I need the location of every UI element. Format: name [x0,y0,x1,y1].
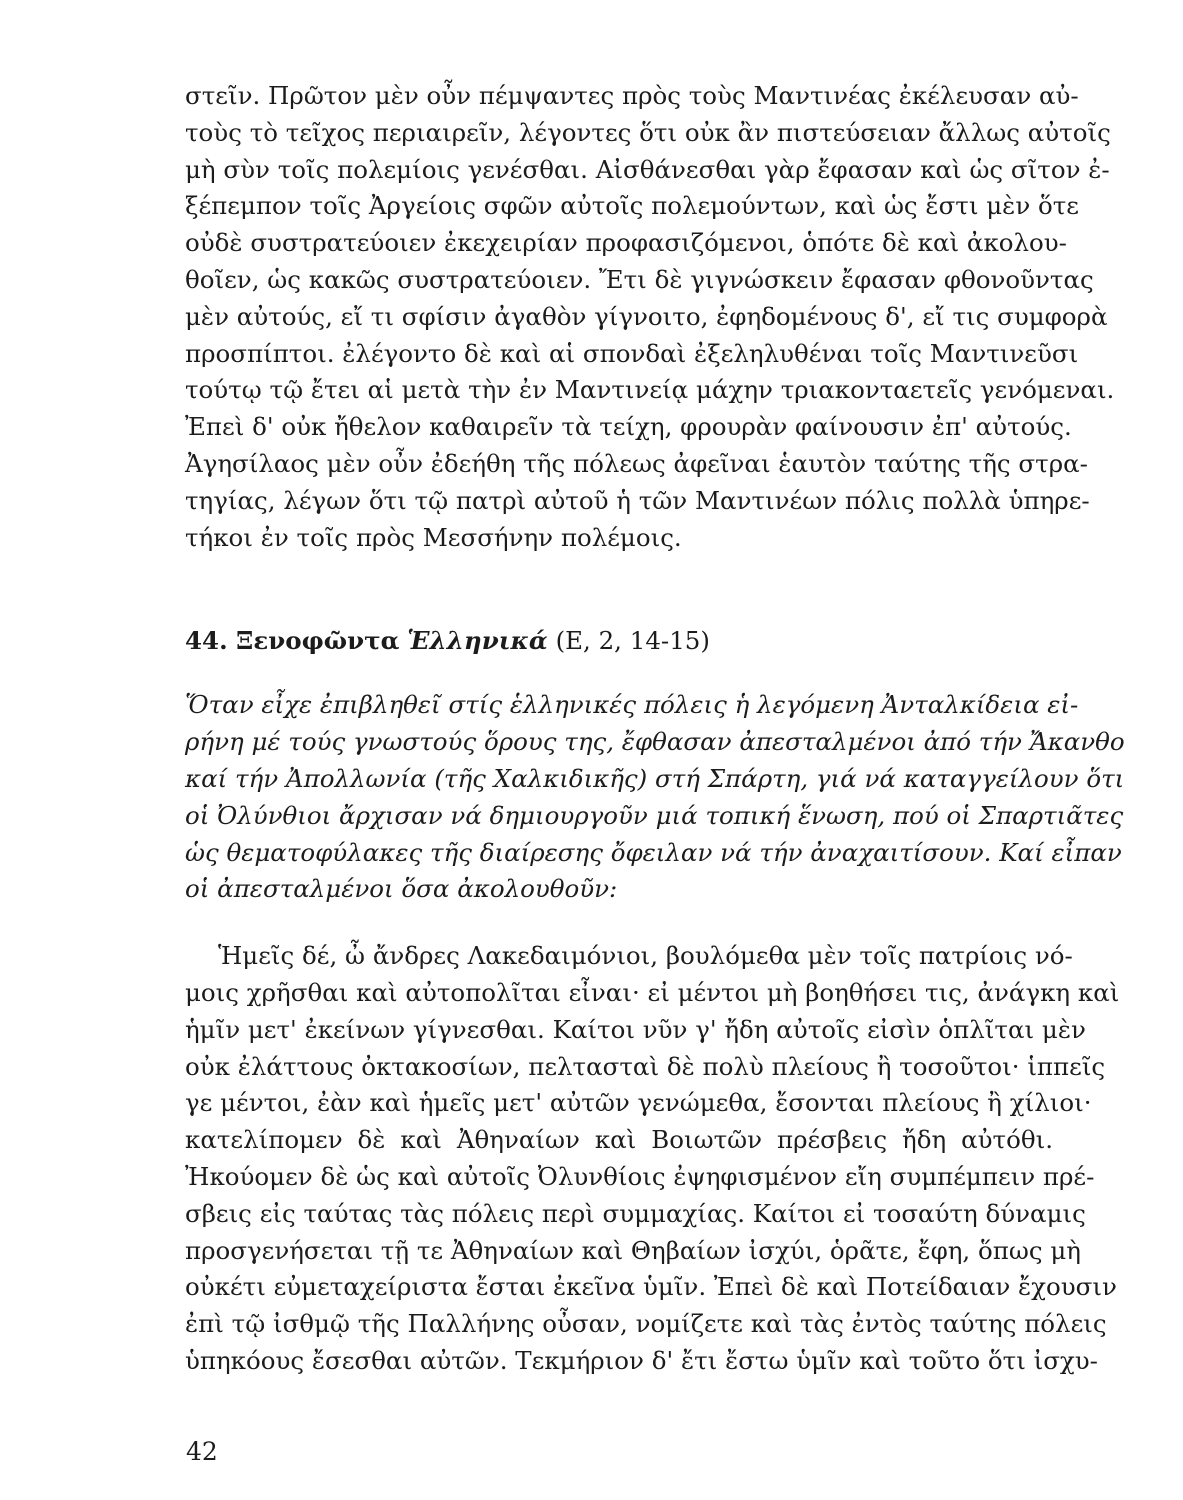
text-line: Ἠκούομεν δὲ ὡς καὶ αὐτοῖς Ὀλυνθίοις ἐψηφισμένον εἴη συμπέμπειν πρέ- [185,1161,1095,1191]
speech-paragraph [185,938,1120,1380]
text-line: οἱ Ὀλύνθιοι ἄρχισαν νά δημιουργοῦν μιά τοπική ἕνωση, πού οἱ Σπαρτιᾶτες [185,800,1124,830]
text-line: σβεις εἰς ταύτας τὰς πόλεις περὶ συμμαχίας. Καίτοι εἰ τοσαύτη δύναμις [185,1198,1086,1228]
text-line: Ἀγησίλαος μὲν οὖν ἐδεήθη τῆς πόλεως ἀφεῖναι ἑαυτὸν ταύτης τῆς στρα- [185,448,1088,478]
page-body [185,78,1125,1380]
text-line: προσγενήσεται τῇ τε Ἀθηναίων καὶ Θηβαίων ἰσχύι, ὁρᾶτε, ἔφη, ὅπως μὴ [185,1235,1081,1265]
text-line: μοις χρῆσθαι καὶ αὐτοπολῖται εἶναι· εἰ μέντοι μὴ βοηθήσει τις, ἀνάγκη καὶ [185,977,1120,1007]
text-line: οὐκ ἐλάττους ὀκτακοσίων, πελτασταὶ δὲ πολὺ πλείους ἢ τοσοῦτοι· ἱππεῖς [185,1051,1106,1081]
paragraph-greek-text [185,78,1115,556]
text-line: στεῖν. Πρῶτον μὲν οὖν πέμψαντες πρὸς τοὺς Μαντινέας ἐκέλευσαν αὐ- [185,81,1079,110]
text-line: οἱ ἀπεσταλμένοι ὅσα ἀκολουθοῦν: [185,874,618,904]
text-line: μὲν αὐτούς, εἴ τι σφίσιν ἀγαθὸν γίγνοιτο, ἐφηδομένους δ', εἴ τις συμφορὰ [185,301,1108,331]
heading-reference: (Ε, 2, 14-15) [555,626,710,656]
text-line: τοὺς τὸ τεῖχος περιαιρεῖν, λέγοντες ὅτι οὐκ ἂν πιστεύσειαν ἄλλως αὐτοῖς [185,117,1111,147]
text-line: οὐκέτι εὐμεταχείριστα ἔσται ἐκεῖνα ὑμῖν. Ἐπεὶ δὲ καὶ Ποτείδαιαν ἔχουσιν [185,1272,1117,1302]
section-heading [185,623,1053,659]
text-line: Ἐπεὶ δ' οὐκ ἤθελον καθαιρεῖν τὰ τείχη, φρουρὰν φαίνουσιν ἐπ' αὐτούς. [185,412,1072,442]
text-line: προσπίπτοι. ἐλέγοντο δὲ καὶ αἱ σπονδαὶ ἐξεληλυθέναι τοῖς Μαντινεῦσι [185,338,1079,368]
intro-paragraph [185,687,1125,908]
text-line: ὑπηκόους ἔσεσθαι αὐτῶν. Τεκμήριον δ' ἔτι ἔστω ὑμῖν καὶ τοῦτο ὅτι ἰσχυ- [185,1345,1098,1375]
text-line: τούτῳ τῷ ἔτει αἱ μετὰ τὴν ἐν Μαντινείᾳ μάχην τριακονταετεῖς γενόμεναι. [185,375,1115,405]
text-line: θοῖεν, ὡς κακῶς συστρατεύοιεν. Ἔτι δὲ γιγνώσκειν ἔφασαν φθονοῦντας [185,264,1094,294]
text-line: ξέπεμπον τοῖς Ἀργείοις σφῶν αὐτοῖς πολεμούντων, καὶ ὡς ἔστι μὲν ὅτε [185,191,1079,221]
text-line: τήκοι ἐν τοῖς πρὸς Μεσσήνην πολέμοις. [185,522,682,552]
heading-work-title: Ἑλληνικά [407,626,548,656]
text-line: κατελίπομεν δὲ καὶ Ἀθηναίων καὶ Βοιωτῶν πρέσβεις ἤδη αὐτόθι. [185,1125,1053,1155]
text-line: ὡς θεματοφύλακες τῆς διαίρεσης ὄφειλαν νά τήν ἀναχαιτίσουν. Καί εἶπαν [185,837,1122,867]
text-line: ρήνη μέ τούς γνωστούς ὅρους της, ἔφθασαν ἀπεσταλμένοι ἀπό τήν Ἄκανθο [185,727,1125,757]
text-line: ἐπὶ τῷ ἰσθμῷ τῆς Παλλήνης οὖσαν, νομίζετε καὶ τὰς ἐντὸς ταύτης πόλεις [185,1309,1107,1339]
text-line: οὐδὲ συστρατεύοιεν ἐκεχειρίαν προφασιζόμενοι, ὁπότε δὲ καὶ ἀκολου- [185,228,1067,258]
text-line: ἡμῖν μετ' ἐκείνων γίγνεσθαι. Καίτοι νῦν γ' ἤδη αὐτοῖς εἰσὶν ὁπλῖται μὲν [185,1014,1086,1044]
text-line: Ἡμεῖς δέ, ὦ ἄνδρες Λακεδαιμόνιοι, βουλόμεθα μὲν τοῖς πατρίοις νό- [218,941,1073,971]
text-line: Ὅταν εἶχε ἐπιβληθεῖ στίς ἑλληνικές πόλεις ἡ λεγόμενη Ἀνταλκίδεια εἰ- [185,690,1079,720]
text-line: καί τήν Ἀπολλωνία (τῆς Χαλκιδικῆς) στή Σπάρτη, γιά νά καταγγείλουν ὅτι [185,763,1125,793]
text-line: μὴ σὺν τοῖς πολεμίοις γενέσθαι. Αἰσθάνεσθαι γὰρ ἔφασαν καὶ ὡς σῖτον ἐ- [185,154,1110,184]
text-line: τηγίας, λέγων ὅτι τῷ πατρὶ αὐτοῦ ἡ τῶν Μαντινέων πόλις πολλὰ ὑπηρε- [185,485,1090,515]
page-number: 42 [186,1437,218,1466]
heading-number-title: 44. Ξενοφῶντα [185,626,400,656]
text-line: γε μέντοι, ἐὰν καὶ ἡμεῖς μετ' αὐτῶν γενώμεθα, ἔσονται πλείους ἢ χίλιοι· [185,1088,1092,1118]
